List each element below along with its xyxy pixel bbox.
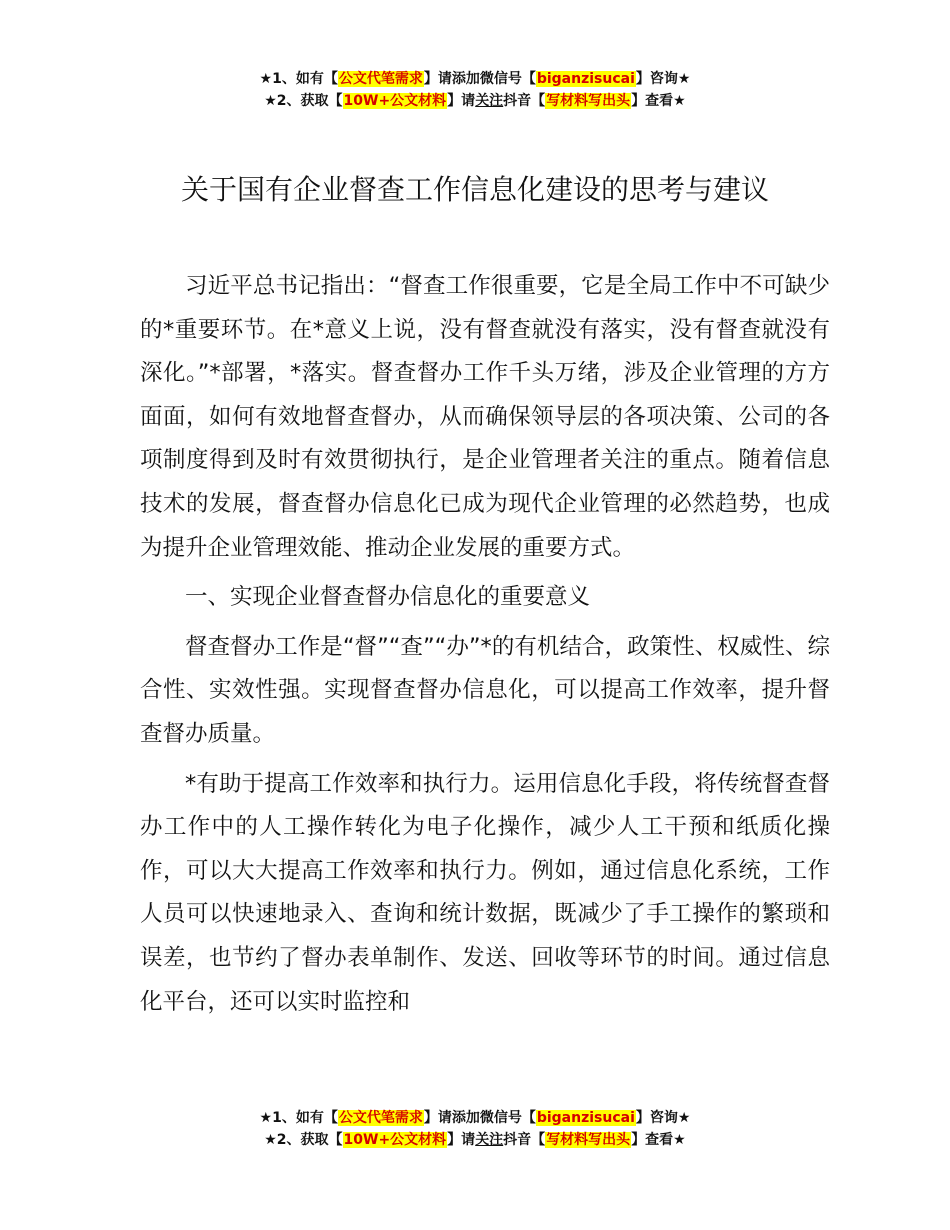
promo-line-1 (0, 68, 950, 90)
promo-line-2 (0, 90, 950, 112)
promo-line-2 (0, 1129, 950, 1151)
promo-footer (0, 1107, 950, 1151)
paragraph: *有助于提高工作效率和执行力。运用信息化手段，将传统督查督办工作中的人工操作转化为电子化操作，减少人工干预和纸质化操作，可以大大提高工作效率和执行力。例如，通过信息化系统，工作人员可以快速地录入、查询和统计数据，既减少了手工操作的繁琐和误差，也节约了督办表单制作、发送、回收等环节的时间。通过信息化平台，还可以实时监控和 (140, 770, 830, 1015)
promo-header (0, 68, 950, 112)
promo-underlined-text: 关注 (475, 1132, 504, 1148)
promo-text: 】查看★ (631, 93, 686, 109)
promo-highlight: 写材料写出头 (546, 93, 631, 109)
promo-text: 】请 (447, 1132, 476, 1148)
promo-underlined-text: 关注 (475, 93, 504, 109)
promo-highlight: 10W+公文材料 (343, 1132, 447, 1148)
document-title: 关于国有企业督查工作信息化建设的思考与建议 (180, 173, 769, 206)
promo-highlight: 10W+公文材料 (343, 93, 447, 109)
promo-text: ★1、如有【 (259, 1110, 338, 1126)
promo-text: 】咨询★ (635, 71, 691, 87)
promo-text: 】请添加微信号【 (423, 1110, 536, 1126)
document-body (140, 265, 830, 1030)
promo-text: 抖音【 (503, 93, 546, 109)
section-heading: 一、实现企业督查督办信息化的重要意义 (185, 584, 591, 611)
paragraph: 习近平总书记指出：“督查工作很重要，它是全局工作中不可缺少的*重要环节。在*意义上说，没有督查就没有落实，没有督查就没有深化。”*部署，*落实。督查督办工作千头万绪，涉及企业管理的方方面面，如何有效地督查督办，从而确保领导层的各项决策、公司的各项制度得到及时有效贯彻执行，是企业管理者关注的重点。随着信息技术的发展，督查督办信息化已成为现代企业管理的必然趋势，也成为提升企业管理效能、推动企业发展的重要方式。 (140, 273, 830, 561)
promo-line-1 (0, 1107, 950, 1129)
promo-highlight: biganzisucai (536, 71, 635, 87)
promo-highlight: 写材料写出头 (546, 1132, 631, 1148)
promo-text: 】查看★ (631, 1132, 686, 1148)
promo-highlight: 公文代笔需求 (338, 71, 423, 87)
promo-text: ★1、如有【 (259, 71, 338, 87)
promo-text: ★2、获取【 (264, 93, 343, 109)
paragraph: 督查督办工作是“督”“查”“办”*的有机结合，政策性、权威性、综合性、实效性强。实现督查督办信息化，可以提高工作效率，提升督查督办质量。 (140, 633, 830, 747)
promo-highlight: biganzisucai (536, 1110, 635, 1126)
promo-text: 】请添加微信号【 (423, 71, 536, 87)
promo-highlight: 公文代笔需求 (338, 1110, 423, 1126)
promo-text: 】咨询★ (635, 1110, 691, 1126)
promo-text: ★2、获取【 (264, 1132, 343, 1148)
promo-text: 抖音【 (503, 1132, 546, 1148)
promo-text: 】请 (447, 93, 476, 109)
